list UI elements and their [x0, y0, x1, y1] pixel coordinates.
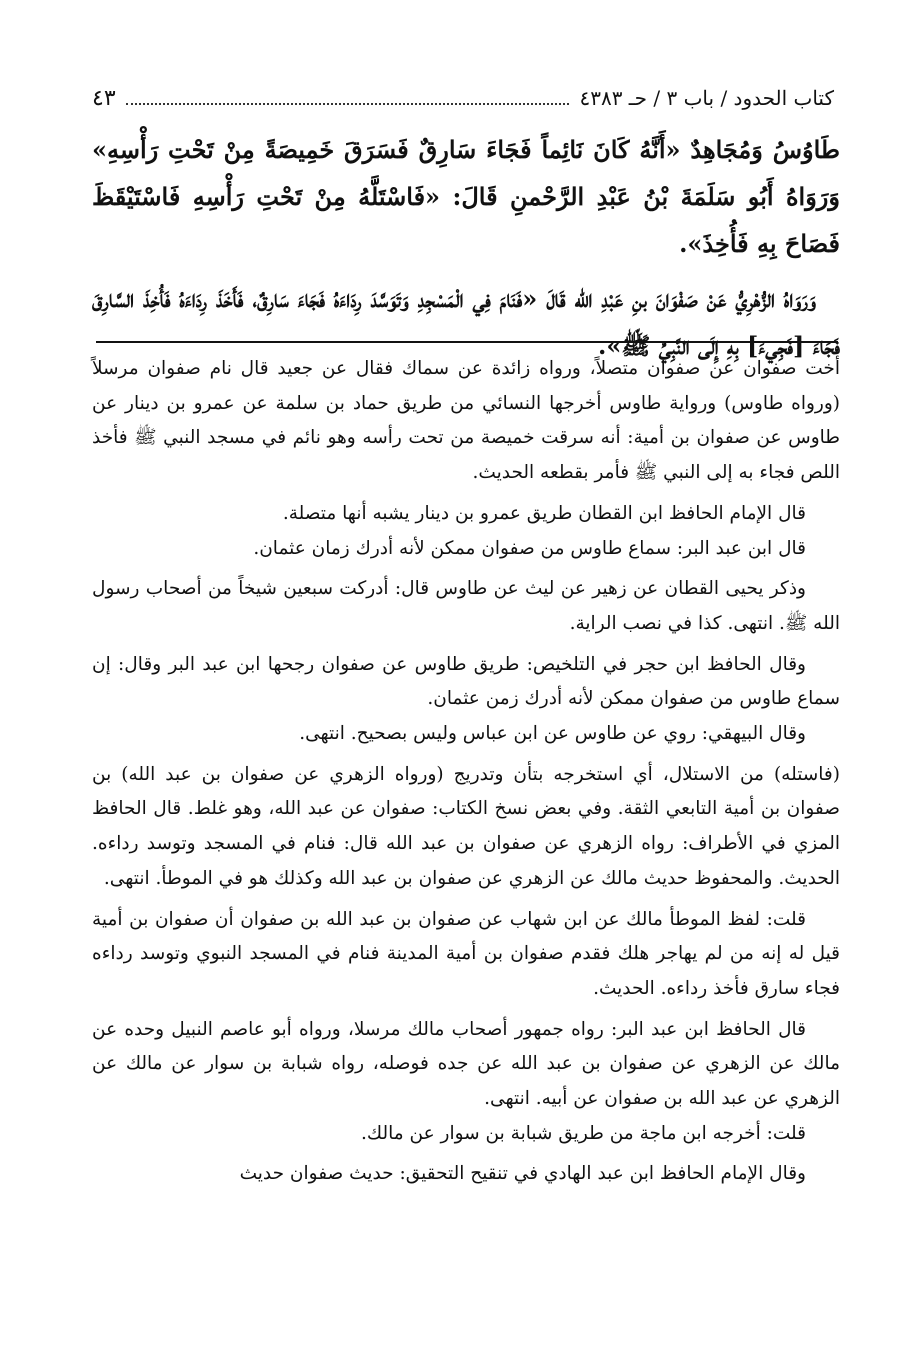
- commentary-paragraph: قال الحافظ ابن عبد البر: رواه جمهور أصحاب مالك مرسلا، ورواه أبو عاصم النبيل وحده عن مالك عن الزهري عن صفوان بن عبد الله عن جده فوصله، رواه شبابة بن سوار عن مالك عن الزهري عن عبد الله بن صفوان عن أبيه. انتهى.: [92, 1018, 840, 1110]
- header-dot-leader: [126, 89, 570, 105]
- commentary: [92, 352, 840, 1198]
- hadith-text: [92, 126, 840, 377]
- page-number: ٤٣: [92, 86, 116, 111]
- commentary-paragraph: وذكر يحيى القطان عن زهير عن ليث عن طاوس قال: أدركت سبعين شيخاً من أصحاب رسول الله ﷺ. انتهى. كذا في نصب الراية.: [92, 578, 840, 634]
- commentary-paragraph: وقال البيهقي: روي عن طاوس عن ابن عباس وليس بصحيح. انتهى.: [299, 723, 806, 745]
- commentary-paragraph: أخت صفوان عن صفوان متصلاً، ورواه زائدة عن سماك فقال عن جعيد قال نام صفوان مرسلاً (ورواه طاوس) ورواية طاوس أخرجها النسائي من طريق حماد بن سلمة عن عمرو بن دينار عن طاوس عن صفوان بن أمية: أنه سرقت خميصة من تحت رأسه وهو نائم في مسجد النبي ﷺ فأخذ اللص فجاء به إلى النبي ﷺ فأمر بقطعه الحديث.: [92, 358, 840, 484]
- header-title: كتاب الحدود / باب ٣ / حـ ٤٣٨٣: [579, 86, 834, 110]
- separator-line: [96, 341, 838, 343]
- commentary-paragraph: قلت: أخرجه ابن ماجة من طريق شبابة بن سوار عن مالك.: [360, 1122, 806, 1144]
- commentary-paragraph: قلت: لفظ الموطأ مالك عن ابن شهاب عن صفوان بن عبد الله بن صفوان أن صفوان بن أمية قيل له إنه من لم يهاجر هلك فقدم صفوان بن أمية المدينة فنام في المسجد النبوي وتوسد رداءه فجاء سارق فأخذ رداءه. الحديث.: [92, 908, 840, 999]
- hadith-paragraph: وَرَوَاهُ الزُّهْرِيُّ عَنْ صَفْوَانَ بنِ عَبْدِ الله قَالَ «فَنَامَ فِي الْمَسْجِدِ وَتَوَسَّدَ رِدَاءَهُ فَجَاءَ سَارِقٌ، فَأَخَذَ رِدَاءَهُ فَأُخِذَ السَّارِقَ فَجَاءَ [فَجِيءَ] بِهِ إِلَى النَّبِيِّ ﷺ».: [92, 284, 840, 360]
- hadith-paragraph: طَاوُسُ وَمُجَاهِدٌ «أَنَّهُ كَانَ نَائِماً فَجَاءَ سَارِقٌ فَسَرَقَ خَمِيصَةً مِنْ تَحْتِ رَأْسِهِ» وَرَوَاهُ أَبُو سَلَمَةَ بْنُ عَبْدِ الرَّحْمنِ قَالَ: «فَاسْتَلَّهُ مِنْ تَحْتِ رَأْسِهِ فَاسْتَيْقَظَ فَصَاحَ بِهِ فَأُخِذَ».: [92, 135, 840, 258]
- commentary-paragraph: قال ابن عبد البر: سماع طاوس من صفوان ممكن لأنه أدرك زمان عثمان.: [253, 537, 806, 559]
- commentary-paragraph: وقال الإمام الحافظ ابن عبد الهادي في تنقيح التحقيق: حديث صفوان حديث: [239, 1163, 806, 1185]
- commentary-paragraph: (فاستله) من الاستلال، أي استخرجه بتأن وتدريج (ورواه الزهري عن صفوان بن عبد الله) بن صفوان بن أمية التابعي الثقة. وفي بعض نسخ الكتاب: صفوان عن عبد الله، وهو غلط. قال الحافظ المزي في الأطراف: رواه الزهري عن صفوان بن عبد الله قال: فنام في المسجد وتوسد رداءه. الحديث. والمحفوظ حديث مالك عن الزهري عن صفوان بن عبد الله وكذلك هو في الموطأ. انتهى.: [92, 763, 840, 889]
- commentary-paragraph: قال الإمام الحافظ ابن القطان طريق عمرو بن دينار يشبه أنها متصلة.: [282, 502, 806, 524]
- commentary-paragraph: وقال الحافظ ابن حجر في التلخيص: طريق طاوس عن صفوان رجحها ابن عبد البر وقال: إن سماع طاوس من صفوان ممكن لأنه أدرك زمن عثمان.: [92, 653, 840, 710]
- running-header: [92, 86, 834, 120]
